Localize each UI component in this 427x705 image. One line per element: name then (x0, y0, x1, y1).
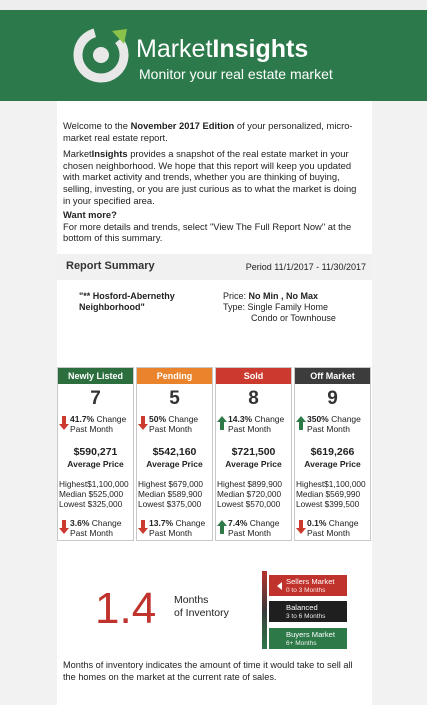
brand-description: MarketInsights provides a snapshot of the real estate market in your chosen neighborhood. We hope that this report will keep you updated with market activity and trends, whether you are thinking of buying, selling, investing, or you are just curious as to what the market is doing in your specified area. (63, 148, 357, 206)
arrow-down-icon (59, 416, 69, 430)
average-price: $721,500 (231, 446, 276, 458)
average-price: $590,271 (73, 446, 118, 458)
report-card (57, 101, 372, 705)
market-insights-logo-icon (72, 26, 130, 84)
average-price-label: Average Price (146, 459, 203, 469)
price-range: Highest$1,100,000 Median $525,000 Lowest $325,000 (59, 479, 129, 509)
level-balanced: Balanced 3 to 6 Months (269, 601, 347, 622)
arrow-down-icon (138, 416, 148, 430)
want-more-section (63, 209, 363, 244)
arrow-down-icon (59, 520, 69, 534)
column-pending: Pending 5 50% Change Past Month $542,160 Average Price Highest $679,000 Median $589,900 Lowest $375,000 13.7% Change Past Month (136, 367, 213, 541)
report-summary-title: Report Summary (66, 260, 155, 272)
average-price: $619,266 (310, 446, 355, 458)
arrow-down-icon (138, 520, 148, 534)
column-off-market: Off Market 9 350% Change Past Month $619,266 Average Price Highest$1,100,000 Median $569,990 Lowest $399,500 0.1% Change Past Month (294, 367, 371, 541)
average-price: $542,160 (152, 446, 197, 458)
arrow-up-icon (296, 416, 306, 430)
welcome-text: Welcome to the November 2017 Edition of your personalized, micro-market real estate report. (63, 120, 353, 143)
column-header: Off Market (295, 368, 370, 384)
average-price-label: Average Price (304, 459, 361, 469)
listing-count: 8 (248, 388, 259, 409)
column-sold: Sold 8 14.3% Change Past Month $721,500 Average Price Highest $899,900 Median $720,000 Lowest $570,000 7.4% Change Past Month (215, 367, 292, 541)
header-banner (0, 10, 427, 101)
level-buyers-market: Buyers Market 6+ Months (269, 628, 347, 649)
stats-columns (57, 367, 372, 541)
column-header: Newly Listed (58, 368, 133, 384)
inventory-footnote: Months of inventory indicates the amount of time it would take to sell all the homes on the market at the current rate of sales. (63, 660, 353, 682)
top-strip (0, 0, 427, 10)
price-range: Highest $899,900 Median $720,000 Lowest $570,000 (217, 479, 283, 509)
arrow-up-icon (217, 416, 227, 430)
average-price-label: Average Price (67, 459, 124, 469)
brand-tagline: Monitor your real estate market (139, 66, 333, 82)
filter-criteria: Price: No Min , No Max Type: Single Family Home Condo or Townhouse (223, 291, 336, 323)
months-of-inventory-value: 1.4 (95, 584, 157, 633)
brand-name: MarketInsights (136, 35, 309, 63)
months-of-inventory-label: Months of Inventory (174, 594, 229, 619)
arrow-up-icon (217, 520, 227, 534)
price-range: Highest $679,000 Median $589,900 Lowest $375,000 (138, 479, 204, 509)
pointer-left-icon (277, 582, 282, 590)
report-period: Period 11/1/2017 - 11/30/2017 (245, 262, 366, 272)
want-more-text: For more details and trends, select "View The Full Report Now" at the bottom of this summary. (63, 220, 352, 244)
price-range: Highest$1,100,000 Median $569,990 Lowest $399,500 (296, 479, 366, 509)
listing-count: 7 (90, 388, 101, 409)
column-newly-listed: Newly Listed 7 41.7% Change Past Month $590,271 Average Price Highest$1,100,000 Median $525,000 Lowest $325,000 3.6% Change Past Month (57, 367, 134, 541)
listing-count: 5 (169, 388, 180, 409)
listing-count: 9 (327, 388, 338, 409)
column-header: Sold (216, 368, 291, 384)
area-name: "** Hosford-Abernethy Neighborhood" (79, 291, 175, 312)
report-summary-bar (57, 254, 372, 280)
level-sellers-market: Sellers Market 0 to 3 Months (269, 575, 347, 596)
want-more-heading: Want more? (63, 209, 117, 220)
arrow-down-icon (296, 520, 306, 534)
inventory-scale-bar (262, 571, 267, 649)
average-price-label: Average Price (225, 459, 282, 469)
column-header: Pending (137, 368, 212, 384)
